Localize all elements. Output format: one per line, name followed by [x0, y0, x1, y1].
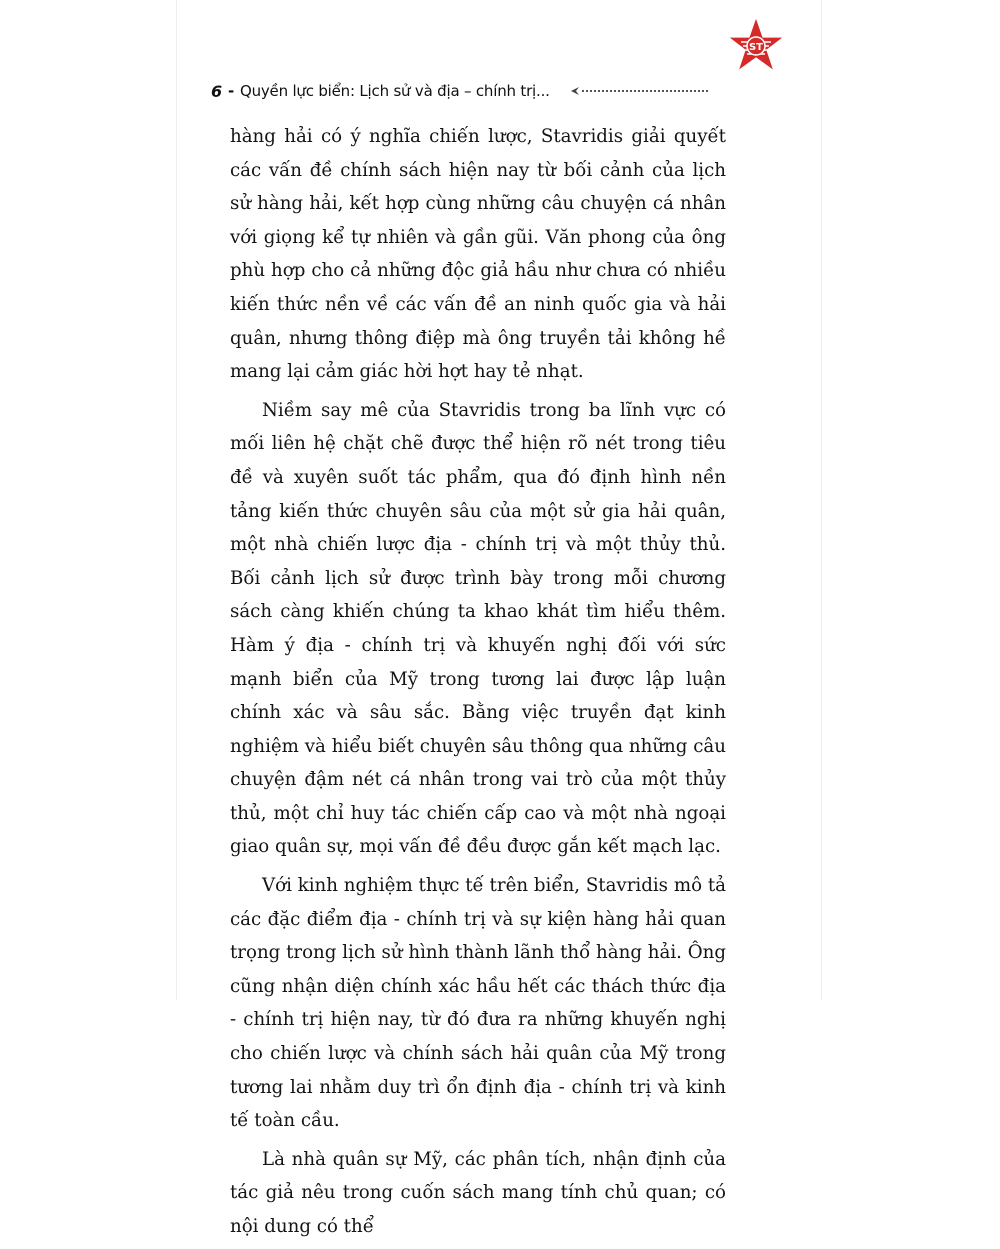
arrow-left-icon [570, 86, 580, 96]
publisher-logo [723, 15, 789, 81]
header-separator: - [227, 82, 234, 100]
page-number: 6 [211, 81, 222, 101]
paragraph: hàng hải có ý nghĩa chiến lược, Stavridis giải quyết các vấn đề chính sách hiện nay từ bối cảnh của lịch sử hàng hải, kết hợp cùng những câu chuyện cá nhân với giọng kể tự nhiên và gần gũi. Văn phong của ông phù hợp cho cả những độc giả hầu như chưa có nhiều kiến thức nền về các vấn đề an ninh quốc gia và hải quân, nhưng thông điệp mà ông truyền tải không hề mang lại cảm giác hời hợt hay tẻ nhạt. [230, 126, 726, 383]
running-header [211, 78, 731, 104]
header-leader [570, 86, 708, 96]
paragraph: Với kinh nghiệm thực tế trên biển, Stavridis mô tả các đặc điểm địa - chính trị và sự kiện hàng hải quan trọng trong lịch sử hình thành lãnh thổ hàng hải. Ông cũng nhận diện chính xác hầu hết các thách thức địa - chính trị hiện nay, từ đó đưa ra những khuyến nghị cho chiến lược và chính sách hải quân của Mỹ trong tương lai nhằm duy trì ổn định địa - chính trị và kinh tế toàn cầu. [230, 875, 726, 1132]
body-text [230, 120, 726, 1249]
red-star-seal-icon [723, 15, 789, 81]
paragraph: Là nhà quân sự Mỹ, các phân tích, nhận định của tác giả nêu trong cuốn sách mang tính chủ quan; có nội dung có thể [230, 1148, 726, 1237]
running-title: Quyền lực biển: Lịch sử và địa – chính trị... [239, 82, 550, 100]
svg-text:ST: ST [748, 42, 764, 53]
paragraph: Niềm say mê của Stavridis trong ba lĩnh vực có mối liên hệ chặt chẽ được thể hiện rõ nét trong tiêu đề và xuyên suốt tác phẩm, qua đó định hình nền tảng kiến thức chuyên sâu của một sử gia hải quân, một nhà chiến lược địa - chính trị và một thủy thủ. Bối cảnh lịch sử được trình bày trong mỗi chương sách càng khiến chúng ta khao khát tìm hiểu thêm. Hàm ý địa - chính trị và khuyến nghị đối với sức mạnh biển của Mỹ trong tương lai được lập luận chính xác và sâu sắc. Bằng việc truyền đạt kinh nghiệm và hiểu biết chuyên sâu thông qua những câu chuyện đậm nét cá nhân trong vai trò của một thủy thủ, một chỉ huy tác chiến cấp cao và một nhà ngoại giao quân sự, mọi vấn đề đều được gắn kết mạch lạc. [230, 399, 726, 858]
dotted-leader [582, 90, 708, 92]
